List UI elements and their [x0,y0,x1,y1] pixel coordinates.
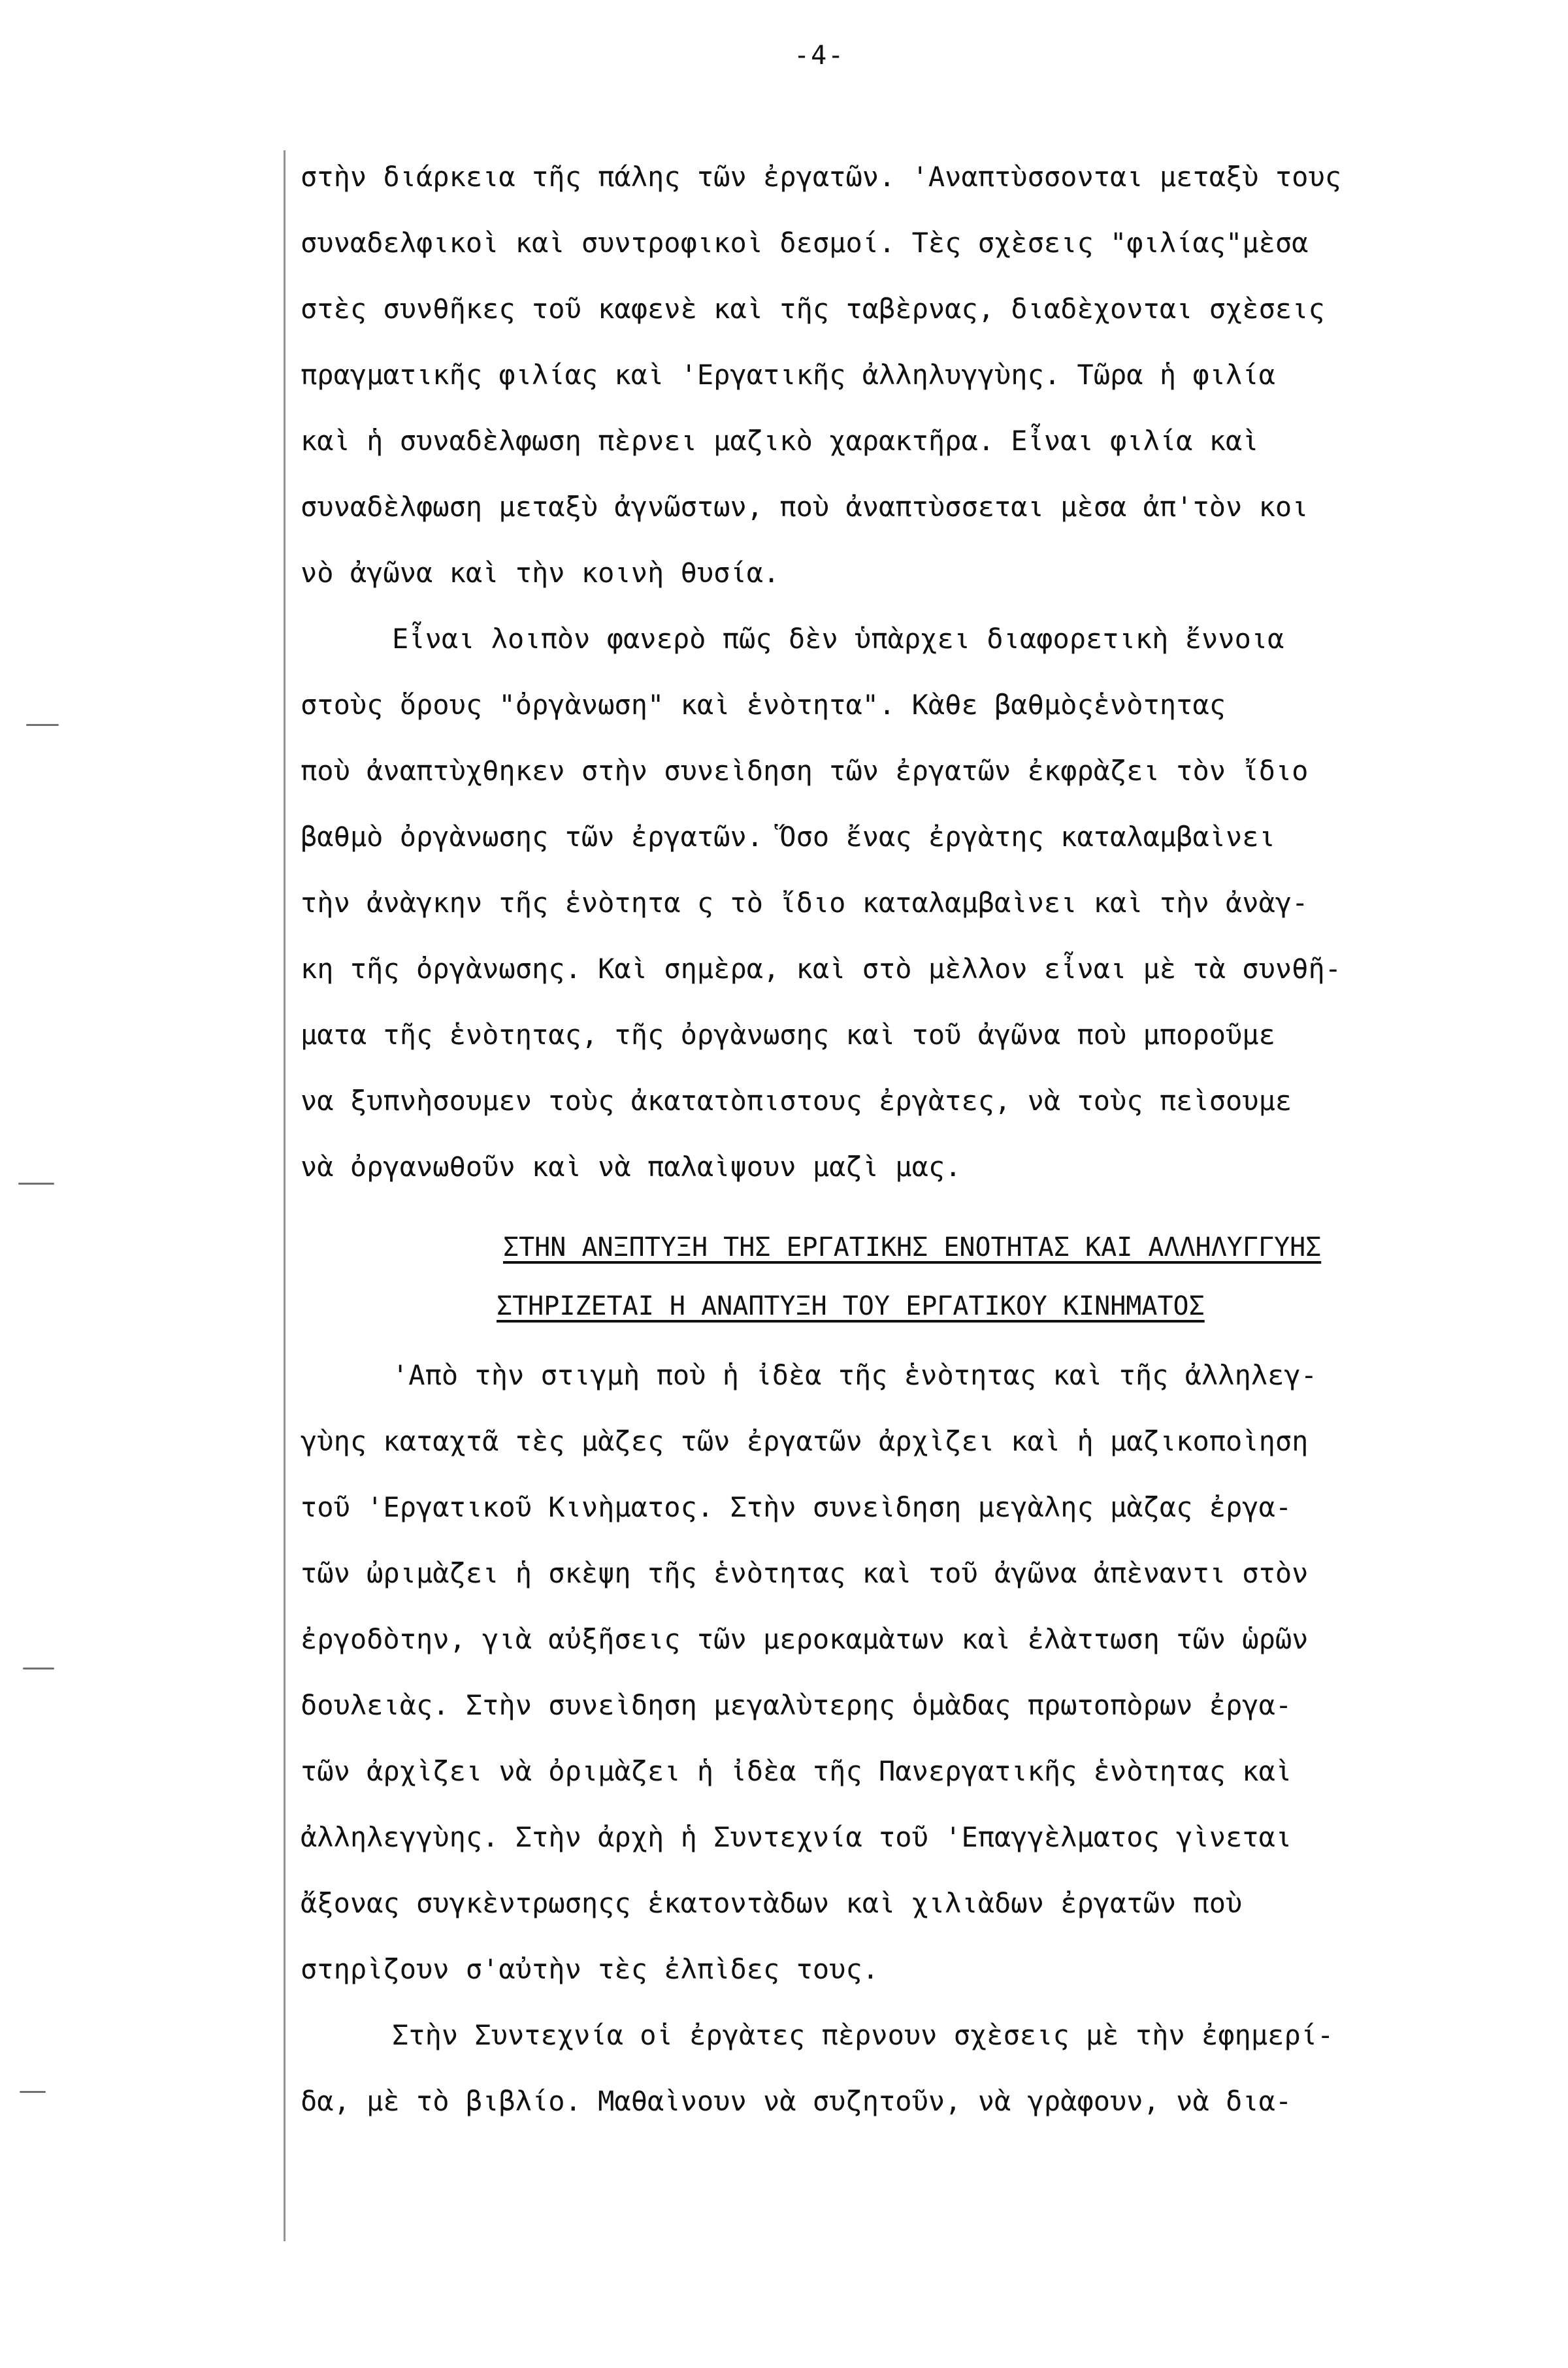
text-line: νὰ ὀργανωθοῦν καὶ νὰ παλαὶψουν μαζὶ μας. [301,1151,962,1183]
paragraph [301,1342,1509,2002]
text-line: γὺης καταχτᾶ τὲς μὰζες τῶν ἐργατῶν ἀρχὶζει καὶ ἡ μαζικοποὶηση [301,1425,1309,1457]
text-line: τῶν ἀρχὶζει νὰ ὀριμὰζει ἡ ἰδὲα τῆς Πανεργατικῆς ἑνὸτητας καὶ [301,1755,1292,1787]
text-line: στὴν διάρκεια τῆς πάλης τῶν ἐργατῶν. 'Αναπτὺσσονται μεταξὺ τους [301,161,1342,193]
text-line: στὲς συνθῆκες τοῦ καφενὲ καὶ τῆς ταβὲρνας, διαδὲχονται σχὲσεις [301,293,1325,325]
text-line: ματα τῆς ἑνὸτητας, τῆς ὀργὰνωσης καὶ τοῦ ἀγῶνα ποὺ μποροῦμε [301,1019,1275,1051]
section-heading [301,1200,1509,1342]
scan-mark [20,2091,46,2093]
text-line: ποὺ ἀναπτὺχθηκεν στὴν συνεὶδηση τῶν ἐργατῶν ἐκφρὰζει τὸν ἴδιο [301,755,1309,787]
text-line: δα, μὲ τὸ βιβλίο. Μαθαὶνουν νὰ συζητοῦν, νὰ γρὰφουν, νὰ δια- [301,2085,1292,2117]
paragraph [301,2002,1509,2134]
text-line: στοὺς ὅρους "ὀργὰνωση" καὶ ἑνὸτητα". Κὰθε βαθμὸςἑνὸτητας [301,689,1226,721]
scan-mark [23,1668,54,1669]
page-number: -4- [794,41,845,71]
text-line: συναδὲλφωση μεταξὺ ἀγνῶστων, ποὺ ἀναπτὺσσεται μὲσα ἀπ'τὸν κοι [301,491,1309,523]
heading-line: ΣΤΗΡΙΖΕΤΑΙ Η ΑΝΑΠΤΥΞΗ ΤΟΥ ΕΡΓΑΤΙΚΟΥ ΚΙΝΗΜΑΤΟΣ [497,1291,1205,1321]
text-line: τῶν ὠριμὰζει ἡ σκὲψη τῆς ἑνὸτητας καὶ τοῦ ἀγῶνα ἀπὲναντι στὸν [301,1557,1309,1589]
text-line: Στὴν Συντεχνία οἱ ἐργὰτες πὲρνουν σχὲσεις μὲ τὴν ἐφημερί- [392,2019,1334,2051]
margin-rule [284,150,286,2241]
text-line: Εἶναι λοιπὸν φανερὸ πῶς δὲν ὑπὰρχει διαφορετικὴ ἔννοια [392,623,1284,655]
text-line: ἐργοδὸτην, γιὰ αὐξῆσεις τῶν μεροκαμὰτων καὶ ἐλὰττωση τῶν ὡρῶν [301,1623,1309,1655]
text-line: στηρὶζουν σ'αὐτὴν τὲς ἐλπὶδες τους. [301,1953,879,1985]
text-line: ἀλληλεγγὺης. Στὴν ἀρχὴ ἡ Συντεχνία τοῦ 'Επαγγὲλματος γὶνεται [301,1821,1292,1853]
text-line: να ξυπνὴσουμεν τοὺς ἀκατατὸπιστους ἐργὰτες, νὰ τοὺς πεὶσουμε [301,1085,1292,1117]
text-line: κη τῆς ὀργὰνωσης. Καὶ σημὲρα, καὶ στὸ μὲλλον εἶναι μὲ τὰ συνθῆ- [301,953,1342,985]
text-line: πραγματικῆς φιλίας καὶ 'Εργατικῆς ἀλληλυγγὺης. Τῶρα ἡ φιλία [301,359,1275,391]
text-line: νὸ ἀγῶνα καὶ τὴν κοινὴ θυσία. [301,557,780,589]
scan-mark [26,724,59,726]
text-line: 'Απὸ τὴν στιγμὴ ποὺ ἡ ἰδὲα τῆς ἑνὸτητας καὶ τῆς ἀλληλεγ- [392,1359,1318,1391]
paragraph [301,606,1509,1200]
body-text [301,144,1509,2134]
text-line: τὴν ἀνὰγκην τῆς ἑνὸτητα ς τὸ ἴδιο καταλαμβαὶνει καὶ τὴν ἀνὰγ- [301,887,1309,919]
text-line: ἄξονας συγκὲντρωσηςς ἑκατοντὰδων καὶ χιλιὰδων ἐργατῶν ποὺ [301,1887,1243,1919]
text-line: συναδελφικοὶ καὶ συντροφικοὶ δεσμοί. Τὲς σχὲσεις "φιλίας"μὲσα [301,227,1309,259]
heading-line: ΣΤΗΝ ΑΝΞΠΤΥΞΗ ΤΗΣ ΕΡΓΑΤΙΚΗΣ ΕΝΟΤΗΤΑΣ ΚΑΙ ΑΛΛΗΛΥΓΓΥΗΣ [503,1232,1322,1262]
text-line: δουλειὰς. Στὴν συνεὶδηση μεγαλὺτερης ὁμὰδας πρωτοπὸρων ἐργα- [301,1689,1292,1721]
text-line: βαθμὸ ὀργὰνωσης τῶν ἐργατῶν. Ὅσο ἔνας ἐργὰτης καταλαμβαὶνει [301,821,1275,853]
paragraph [301,144,1509,606]
text-line: τοῦ 'Εργατικοῦ Κινὴματος. Στὴν συνεὶδηση μεγὰλης μὰζας ἐργα- [301,1491,1292,1523]
text-line: καὶ ἡ συναδὲλφωση πὲρνει μαζικὸ χαρακτῆρα. Εἶναι φιλία καὶ [301,425,1259,457]
scan-mark [18,1183,54,1185]
